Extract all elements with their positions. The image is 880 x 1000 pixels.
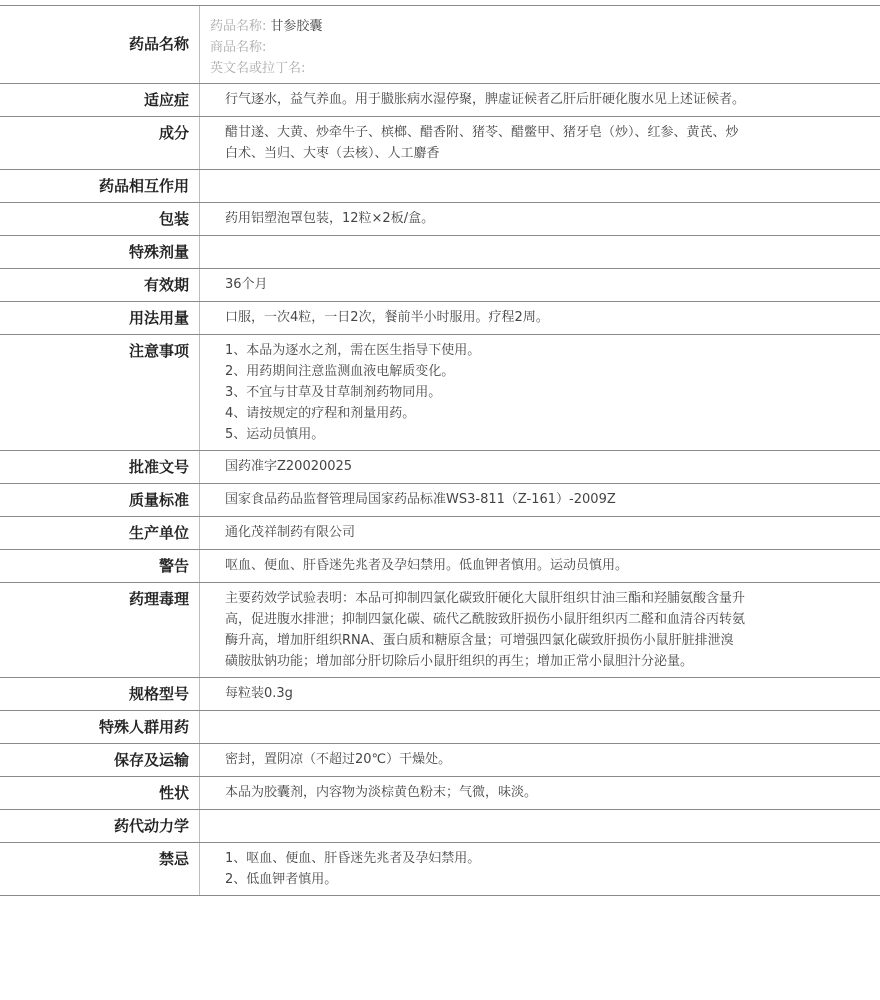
row-indications (0, 84, 880, 117)
english-name-label: 英文名或拉丁名: (210, 61, 306, 76)
interactions-label: 药品相互作用 (0, 170, 200, 202)
appearance-label: 性状 (0, 777, 200, 809)
indications-value: 行气逐水，益气养血。用于臌胀病水湿停聚，脾虚证候者乙肝后肝硬化腹水见上述证候者。 (225, 92, 746, 107)
shelf-life-value: 36个月 (225, 277, 268, 292)
precautions-label: 注意事项 (0, 335, 200, 450)
row-specification (0, 678, 880, 711)
precautions-value (200, 335, 880, 450)
usage-value: 口服，一次4粒，一日2次，餐前半小时服用。疗程2周。 (225, 310, 549, 325)
quality-standard-value: 国家食品药品监督管理局国家药品标准WS3-811（Z-161）-2009Z (225, 492, 616, 507)
ingredients-line: 醋甘遂、大黄、炒牵牛子、槟榔、醋香附、猪苓、醋鳖甲、猪牙皂（炒）、红参、黄芪、炒 (225, 125, 739, 140)
warning-value: 呕血、便血、肝昏迷先兆者及孕妇禁用。低血钾者慎用。运动员慎用。 (225, 558, 629, 573)
ingredients-value (200, 117, 880, 169)
appearance-value: 本品为胶囊剂，内容物为淡棕黄色粉末；气微，味淡。 (225, 785, 538, 800)
special-population-value (200, 711, 880, 743)
generic-name-label: 药品名称: (210, 19, 267, 34)
row-shelf-life (0, 269, 880, 302)
contraindication-item: 2、低血钾者慎用。 (225, 872, 338, 887)
precaution-item: 2、用药期间注意监测血液电解质变化。 (225, 364, 455, 379)
row-warning (0, 550, 880, 583)
specification-label: 规格型号 (0, 678, 200, 710)
pharmacology-line: 酶升高，增加肝组织RNA、蛋白质和糖原含量；可增强四氯化碳致肝损伤小鼠肝脏排泄溴 (225, 633, 734, 648)
precaution-item: 1、本品为逐水之剂，需在医生指导下使用。 (225, 343, 481, 358)
contraindication-item: 1、呕血、便血、肝昏迷先兆者及孕妇禁用。 (225, 851, 481, 866)
ingredients-line: 白术、当归、大枣（去核）、人工麝香 (225, 146, 440, 161)
row-pharmacology (0, 583, 880, 678)
pharmacokinetics-value (200, 810, 880, 842)
row-special-population (0, 711, 880, 744)
manufacturer-label: 生产单位 (0, 517, 200, 549)
row-pharmacokinetics (0, 810, 880, 843)
warning-label: 警告 (0, 550, 200, 582)
precaution-item: 4、请按规定的疗程和剂量用药。 (225, 406, 416, 421)
specification-value: 每粒装0.3g (225, 686, 293, 701)
row-storage (0, 744, 880, 777)
usage-label: 用法用量 (0, 302, 200, 334)
pharmacology-line: 磺胺肽钠功能；增加部分肝切除后小鼠肝组织的再生；增加正常小鼠胆汁分泌量。 (225, 654, 694, 669)
contraindications-label: 禁忌 (0, 843, 200, 895)
generic-name-value: 甘参胶囊 (270, 19, 323, 34)
special-dosage-label: 特殊剂量 (0, 236, 200, 268)
storage-value: 密封，置阴凉（不超过20℃）干燥处。 (225, 752, 452, 767)
pharmacology-line: 主要药效学试验表明：本品可抑制四氯化碳致肝硬化大鼠肝组织甘油三酯和羟脯氨酸含量升 (225, 591, 746, 606)
approval-label: 批准文号 (0, 451, 200, 483)
pharmacology-value (200, 583, 880, 677)
drug-spec-table (0, 5, 880, 896)
drug-name-label: 药品名称 (0, 6, 200, 83)
special-population-label: 特殊人群用药 (0, 711, 200, 743)
row-packaging (0, 203, 880, 236)
quality-standard-label: 质量标准 (0, 484, 200, 516)
precaution-item: 3、不宜与甘草及甘草制剂药物同用。 (225, 385, 442, 400)
pharmacokinetics-label: 药代动力学 (0, 810, 200, 842)
pharmacology-line: 高，促进腹水排泄；抑制四氯化碳、硫代乙酰胺致肝损伤小鼠肝组织丙二醛和血清谷丙转氨 (225, 612, 746, 627)
approval-value: 国药准字Z20020025 (225, 459, 353, 474)
manufacturer-value: 通化茂祥制药有限公司 (225, 525, 356, 540)
trade-name-label: 商品名称: (210, 40, 267, 55)
row-contraindications (0, 843, 880, 896)
generic-name-line (210, 16, 880, 37)
pharmacology-label: 药理毒理 (0, 583, 200, 677)
row-quality-standard (0, 484, 880, 517)
row-precautions (0, 335, 880, 451)
row-usage (0, 302, 880, 335)
indications-label: 适应症 (0, 84, 200, 116)
shelf-life-label: 有效期 (0, 269, 200, 301)
row-manufacturer (0, 517, 880, 550)
drug-name-value (200, 6, 880, 83)
row-appearance (0, 777, 880, 810)
precaution-item: 5、运动员慎用。 (225, 427, 325, 442)
row-approval (0, 451, 880, 484)
row-interactions (0, 170, 880, 203)
row-ingredients (0, 117, 880, 170)
storage-label: 保存及运输 (0, 744, 200, 776)
interactions-value (200, 170, 880, 202)
contraindications-value (200, 843, 880, 895)
packaging-label: 包装 (0, 203, 200, 235)
row-special-dosage (0, 236, 880, 269)
ingredients-label: 成分 (0, 117, 200, 169)
packaging-value: 药用铝塑泡罩包装，12粒×2板/盒。 (225, 211, 435, 226)
row-drug-name (0, 6, 880, 84)
special-dosage-value (200, 236, 880, 268)
